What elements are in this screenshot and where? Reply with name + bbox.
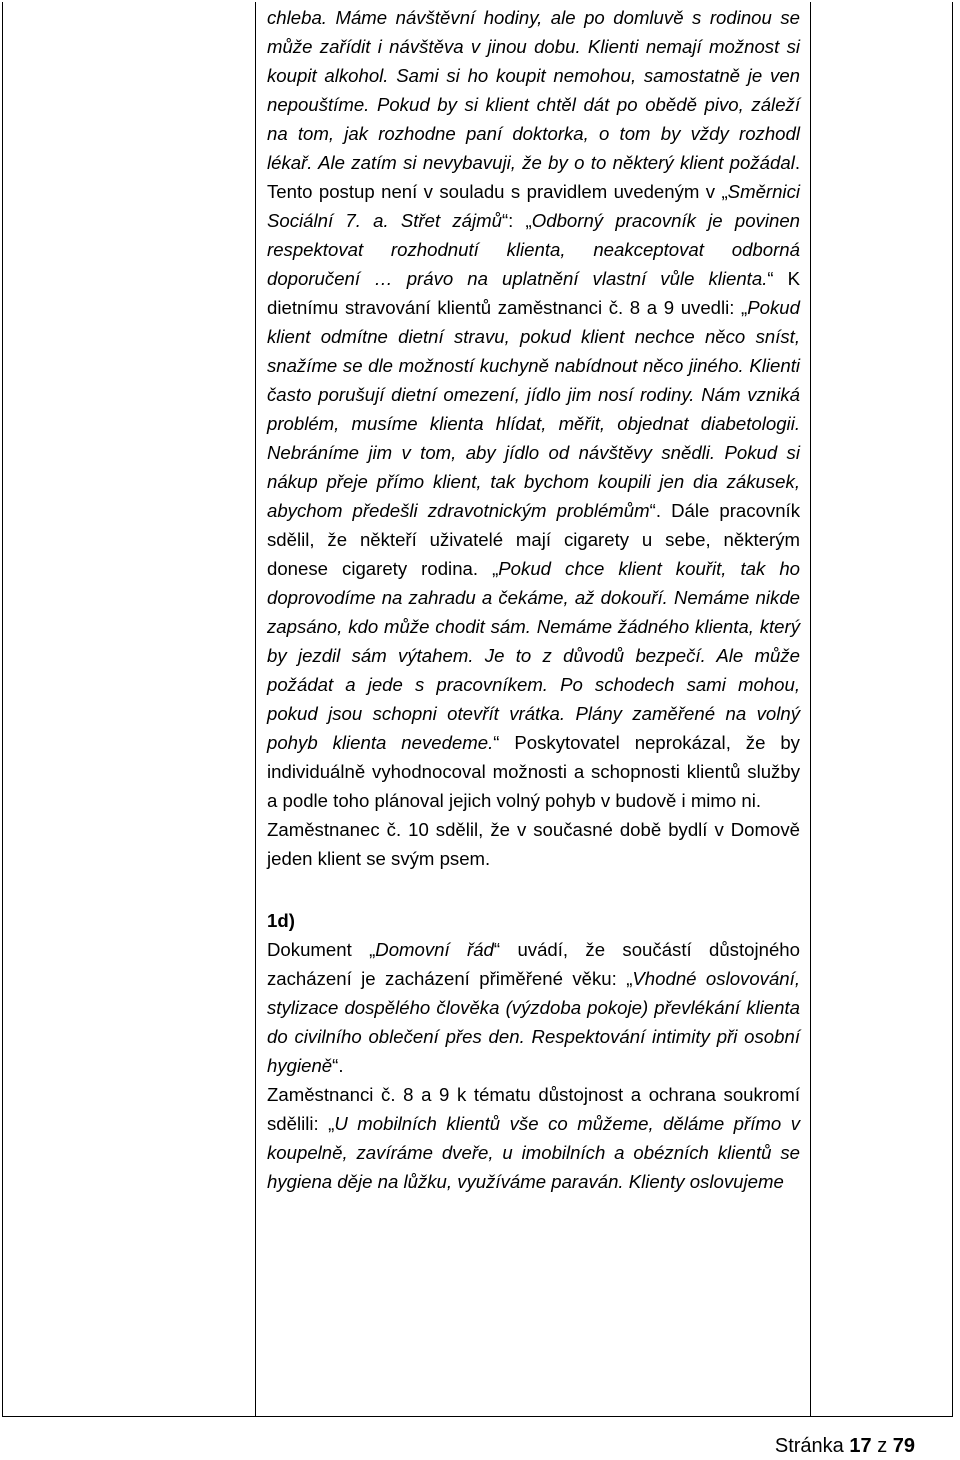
text-run: Pokud chce klient kouřit, tak ho doprovodíme na zahradu a čekáme, až dokouří. Nemáme nikde zapsáno, kdo může chodit sám. Nemáme žádného klienta, který by jezdil sám výtahem. Je to z důvodů bezpečí. Ale může požádat a jede s pracovníkem. Po schodech sami mohou, pokud jsou schopni otevřít vrátka. Plány zaměřené na volný pohyb klienta nevedeme. [267, 558, 800, 753]
page-of: z [877, 1435, 888, 1457]
text-run: U mobilních klientů vše co můžeme, děláme přímo v koupelně, zavíráme dveře, u imobilních a obézních klientů se hygiena děje na lůžku, využíváme paraván. Klienty oslovujeme [267, 1113, 800, 1192]
paragraph-employee-10: Zaměstnanec č. 10 sdělil, že v současné době bydlí v Domově jeden klient se svým psem. [267, 819, 800, 869]
text-run: Zaměstnanci č. 8 a 9 k tématu důstojnost a ochrana soukromí sdělili: „ [267, 1084, 800, 1134]
table-column-divider-right [810, 2, 811, 1417]
paragraph-1d-domovni-rad [267, 935, 800, 1080]
paragraph-1c-findings [267, 3, 800, 815]
text-run: “: „ [501, 210, 532, 231]
table-cell-content [267, 3, 800, 1196]
page-total: 79 [892, 1435, 915, 1457]
text-run: Domovní řád [375, 939, 494, 960]
page-current: 17 [849, 1435, 872, 1457]
page-number-footer [775, 1432, 915, 1460]
text-run: “ K dietnímu stravování klientů zaměstnanci č. 8 a 9 uvedli: „ [267, 268, 800, 318]
text-run: “ uvádí, že součástí důstojného zacházení je zacházení přiměřené věku: „ [267, 939, 800, 989]
text-run: Pokud klient odmítne dietní stravu, pokud klient nechce něco sníst, snažíme se dle možností kuchyně nabídnout něco jiného. Klienti často porušují dietní omezení, jídlo jim nosí rodiny. Nám vzniká problém, musíme klienta hlídat, měřit, objednat diabetologii. Nebráníme jim v tom, aby jídlo od návštěvy snědli. Pokud si nákup přeje přímo klient, tak bychom koupili jen dia zákusek, abychom předešli zdravotnickým problémům [267, 297, 800, 521]
paragraph-1d-employees-8-9 [267, 1080, 800, 1196]
text-run: “. Dále pracovník sdělil, že někteří uživatelé mají cigarety u sebe, některým donese cigarety rodina. „ [267, 500, 801, 579]
text-run: Odborný pracovník je povinen respektovat rozhodnutí klienta, neakceptovat odborná doporučení … právo na uplatnění vlastní vůle klienta. [267, 210, 801, 289]
section-heading-1d: 1d) [267, 910, 295, 931]
text-run: “. [332, 1055, 344, 1076]
table-column-divider-left [255, 2, 256, 1417]
text-run: chleba. Máme návštěvní hodiny, ale po domluvě s rodinou se může zařídit i návštěva v jinou dobu. Klienti nemají možnost si koupit alkohol. Sami si ho koupit nemohou, samostatně je ven nepouštíme. Pokud by si klient chtěl dát po obědě pivo, záleží na tom, jak rozhodne paní doktorka, o tom by vždy rozhodl lékař. Ale zatím si nevybavuji, že by o to některý klient požádal [267, 7, 800, 173]
text-run: . Tento postup není v souladu s pravidlem uvedeným v „ [267, 152, 800, 202]
page-word: Stránka [774, 1435, 844, 1457]
text-run: Vhodné oslovování, stylizace dospělého člověka (výzdoba pokoje) převlékání klienta do civilního oblečení přes den. Respektování intimity při osobní hygieně [267, 968, 800, 1076]
paragraph-spacer [267, 873, 800, 906]
text-run: “ Poskytovatel neprokázal, že by individuálně vyhodnocoval možnosti a schopnosti klientů služby a podle toho plánoval jejich volný pohyb v budově i mimo ni. [267, 732, 800, 811]
text-run: Dokument „ [267, 939, 376, 960]
text-run: Směrnici Sociální 7. a. Střet zájmů [267, 181, 800, 231]
